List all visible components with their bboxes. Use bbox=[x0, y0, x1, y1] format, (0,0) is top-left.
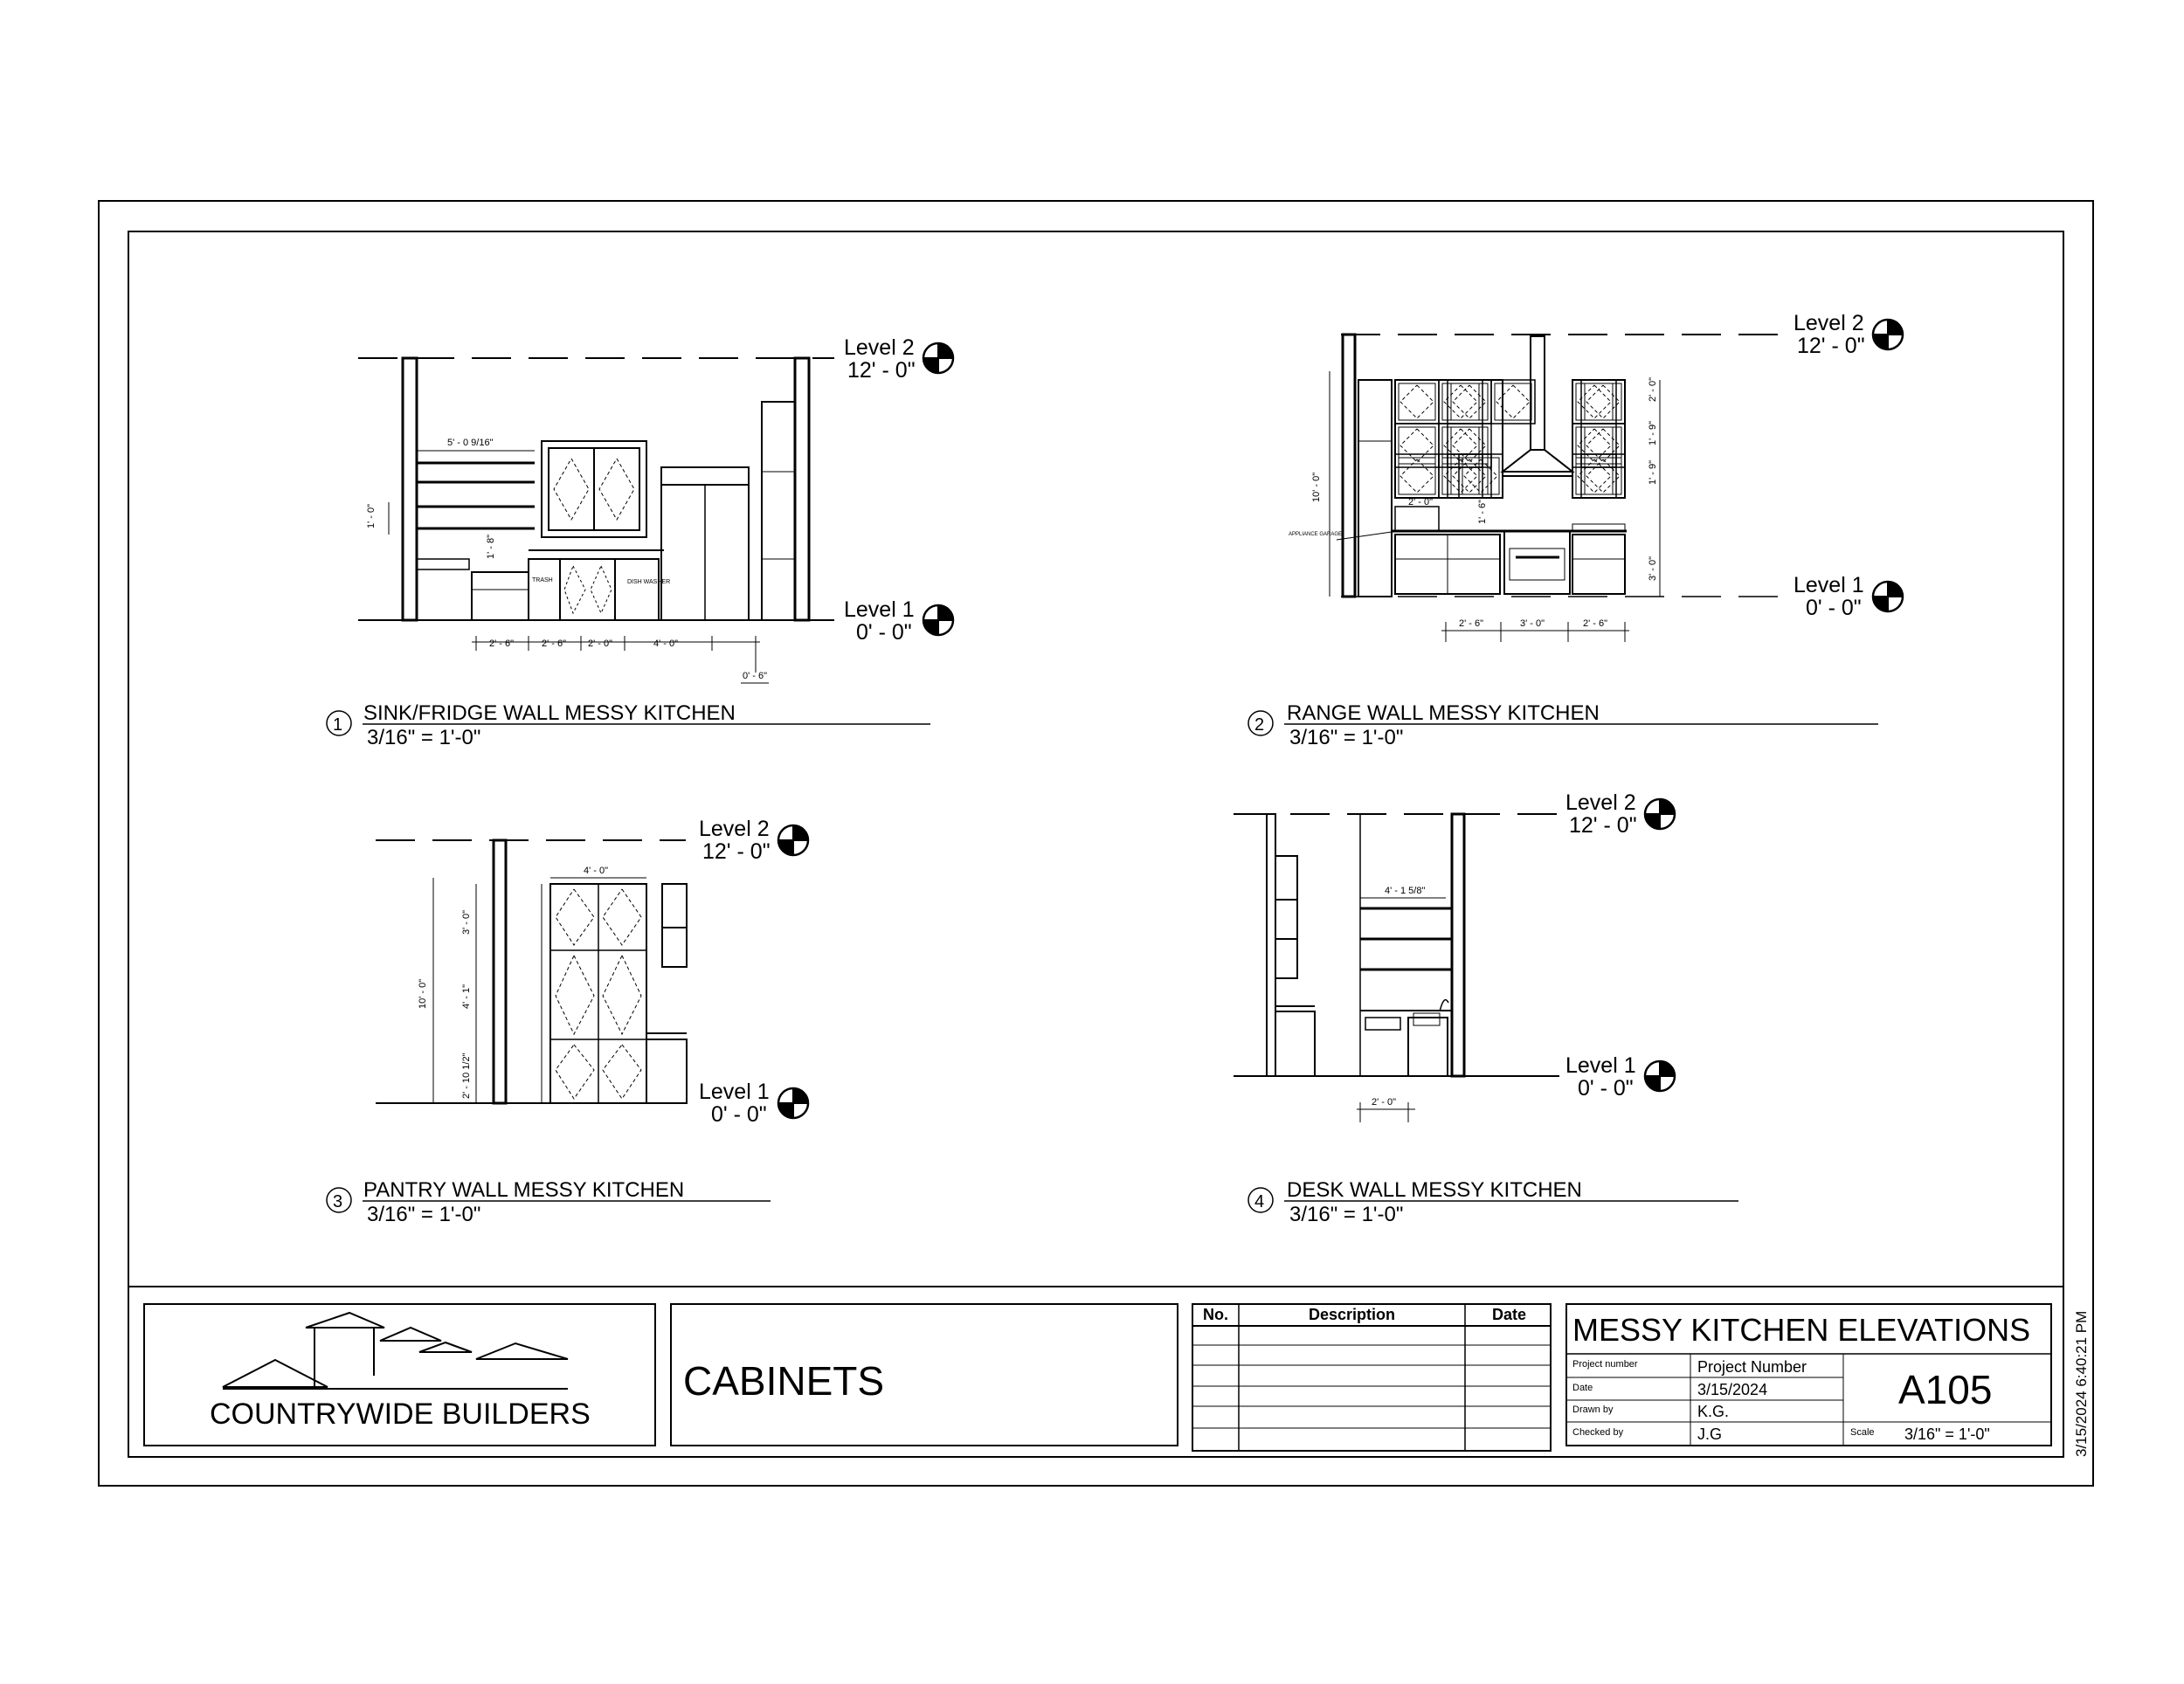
company-name: COUNTRYWIDE BUILDERS bbox=[210, 1398, 591, 1431]
view4-number: 4 bbox=[1254, 1192, 1265, 1211]
view3-level2-name: Level 2 bbox=[699, 817, 770, 841]
view1-dim-b2: 2' - 6" bbox=[542, 638, 567, 649]
view1-trash-label: TRASH bbox=[532, 577, 553, 583]
view2-dim-garage-h: 1' - 6" bbox=[1477, 499, 1488, 524]
view3-dim-r1: 3' - 0" bbox=[461, 909, 472, 935]
view3-level2-elev: 12' - 0" bbox=[702, 839, 771, 864]
view1-scale: 3/16" = 1'-0" bbox=[367, 726, 481, 749]
view1-title: SINK/FRIDGE WALL MESSY KITCHEN bbox=[363, 701, 736, 725]
view3-dim-width: 4' - 0" bbox=[584, 866, 609, 876]
view3-level1-elev: 0' - 0" bbox=[711, 1102, 767, 1127]
field-date-label: Date bbox=[1572, 1383, 1593, 1393]
view2-dim-r4: 3' - 0" bbox=[1648, 556, 1658, 581]
view4-level1-name: Level 1 bbox=[1565, 1053, 1636, 1078]
view3-dim-r2: 4' - 1" bbox=[461, 983, 472, 1009]
field-date-value: 3/15/2024 bbox=[1697, 1381, 1768, 1398]
view2-dim-r2: 1' - 9" bbox=[1648, 420, 1658, 445]
view3-dim-r3: 2' - 10 1/2" bbox=[461, 1052, 472, 1099]
view1-dim-b1: 2' - 6" bbox=[489, 638, 515, 649]
view3-scale: 3/16" = 1'-0" bbox=[367, 1203, 481, 1226]
view2-level2-elev: 12' - 0" bbox=[1797, 334, 1865, 358]
view1-dim-b4: 4' - 0" bbox=[653, 638, 679, 649]
view1-number: 1 bbox=[333, 715, 343, 735]
view-1-sink-fridge-elevation bbox=[327, 335, 953, 749]
sheet-number: A105 bbox=[1898, 1367, 1993, 1412]
view4-dim-width: 4' - 1 5/8" bbox=[1385, 886, 1426, 896]
revision-header-no: No. bbox=[1203, 1306, 1228, 1323]
view1-dim-counter: 1' - 8" bbox=[486, 534, 496, 559]
view2-dim-garage-w: 2' - 0" bbox=[1408, 497, 1434, 507]
view1-dishwasher-label: DISH WASHER bbox=[627, 579, 671, 585]
view2-level2-name: Level 2 bbox=[1794, 311, 1864, 335]
view1-level1-elev: 0' - 0" bbox=[856, 620, 912, 645]
view3-title: PANTRY WALL MESSY KITCHEN bbox=[363, 1178, 685, 1202]
field-checked-by-label: Checked by bbox=[1572, 1427, 1624, 1438]
view4-level1-elev: 0' - 0" bbox=[1578, 1076, 1634, 1101]
view2-dim-b2: 3' - 0" bbox=[1520, 618, 1545, 629]
view2-dim-b3: 2' - 6" bbox=[1583, 618, 1608, 629]
view2-appliance-garage: APPLIANCE GARAGE bbox=[1289, 532, 1343, 537]
field-drawn-by-value: K.G. bbox=[1697, 1403, 1730, 1420]
view3-level1-name: Level 1 bbox=[699, 1080, 770, 1104]
view4-level2-name: Level 2 bbox=[1565, 790, 1636, 815]
view1-dim-b5: 0' - 6" bbox=[743, 671, 768, 681]
drawing-category: CABINETS bbox=[683, 1358, 885, 1404]
field-checked-by-value: J.G bbox=[1697, 1425, 1723, 1443]
inner-border bbox=[128, 231, 2063, 1457]
view1-level2-elev: 12' - 0" bbox=[847, 358, 916, 383]
view1-level1-name: Level 1 bbox=[844, 597, 915, 622]
sheet-title: MESSY KITCHEN ELEVATIONS bbox=[1572, 1312, 2031, 1348]
title-block bbox=[144, 1287, 2090, 1457]
view1-dim-shelf: 1' - 0" bbox=[366, 503, 377, 528]
outer-border bbox=[99, 201, 2093, 1486]
view2-number: 2 bbox=[1254, 715, 1265, 735]
view1-level2-name: Level 2 bbox=[844, 335, 915, 360]
view1-dim-width: 5' - 0 9/16" bbox=[447, 438, 494, 448]
view4-level2-elev: 12' - 0" bbox=[1569, 813, 1637, 838]
revision-header-description: Description bbox=[1309, 1306, 1396, 1323]
field-project-number-value: Project Number bbox=[1697, 1358, 1807, 1376]
view4-dim-desk: 2' - 0" bbox=[1372, 1097, 1397, 1108]
view2-level1-name: Level 1 bbox=[1794, 573, 1864, 597]
view2-dim-r3: 1' - 9" bbox=[1648, 459, 1658, 485]
view2-scale: 3/16" = 1'-0" bbox=[1289, 726, 1404, 749]
view3-dim-height: 10' - 0" bbox=[418, 978, 428, 1009]
view2-level1-elev: 0' - 0" bbox=[1806, 596, 1862, 620]
view2-dim-b1: 2' - 6" bbox=[1459, 618, 1484, 629]
view2-dim-r1: 2' - 0" bbox=[1648, 376, 1658, 402]
view4-title: DESK WALL MESSY KITCHEN bbox=[1287, 1178, 1582, 1202]
view1-dim-b3: 2' - 0" bbox=[588, 638, 613, 649]
view2-dim-height: 10' - 0" bbox=[1311, 472, 1322, 502]
view4-scale: 3/16" = 1'-0" bbox=[1289, 1203, 1404, 1226]
view-4-desk-elevation bbox=[1234, 790, 1738, 1226]
field-drawn-by-label: Drawn by bbox=[1572, 1404, 1614, 1415]
company-logo bbox=[223, 1313, 568, 1389]
view2-title: RANGE WALL MESSY KITCHEN bbox=[1287, 701, 1600, 725]
view-2-range-elevation bbox=[1248, 311, 1903, 749]
field-project-number-label: Project number bbox=[1572, 1359, 1638, 1370]
view3-number: 3 bbox=[333, 1192, 343, 1211]
scale-label: Scale bbox=[1850, 1427, 1875, 1438]
revision-header-date: Date bbox=[1492, 1306, 1527, 1323]
view-3-pantry-elevation bbox=[327, 817, 808, 1226]
scale-value: 3/16" = 1'-0" bbox=[1904, 1425, 1990, 1443]
print-timestamp: 3/15/2024 6:40:21 PM bbox=[2073, 1310, 2090, 1457]
